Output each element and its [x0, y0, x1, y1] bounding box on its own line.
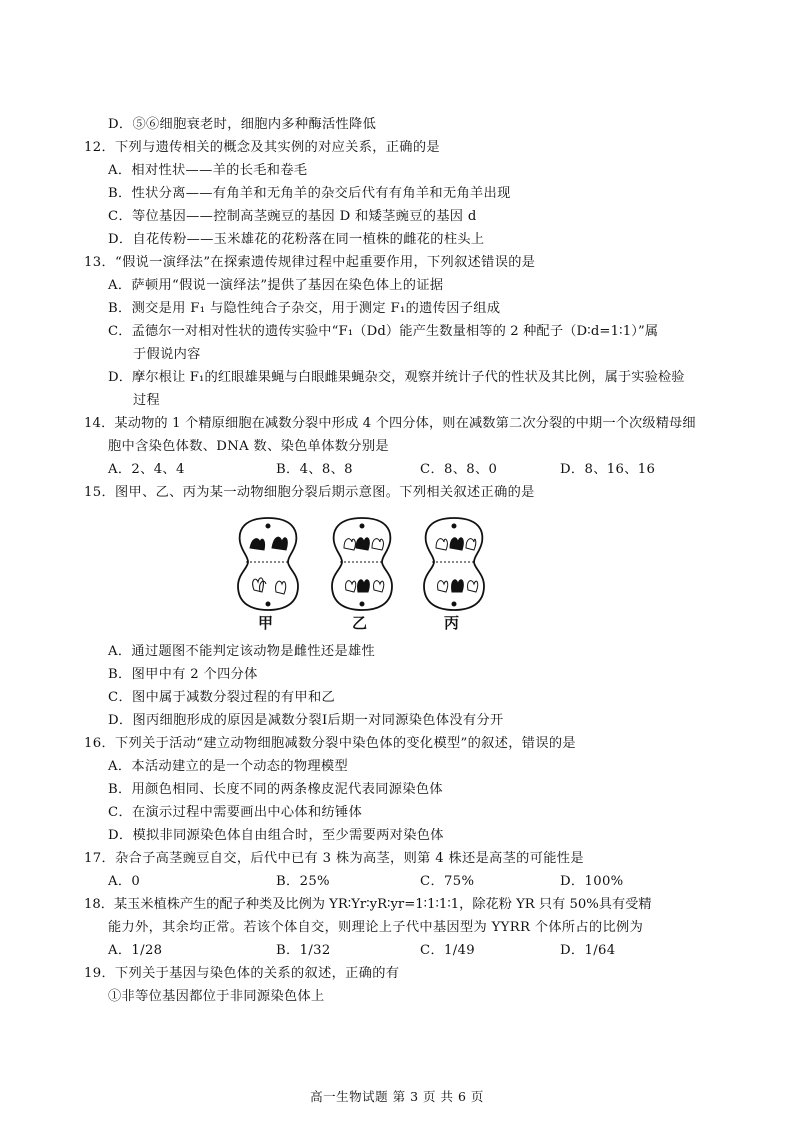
q17-options [0, 873, 794, 891]
cell-bing [424, 518, 484, 610]
label-bing: 丙 [444, 614, 460, 632]
q17-option-d: D．100% [560, 874, 624, 889]
q12-option-b: B．性状分离——有角羊和无角羊的杂交后代有有角羊和无角羊出现 [108, 186, 511, 201]
q18-option-c: C．1/49 [420, 943, 475, 958]
q18-option-d: D．1/64 [560, 943, 616, 958]
cell-yi [332, 518, 392, 610]
q14-options [0, 461, 794, 479]
cell-yi-chromosomes [344, 524, 384, 606]
q15-option-a: A．通过题图不能判定该动物是雌性还是雄性 [108, 644, 376, 659]
q18-options [0, 942, 794, 960]
q16-stem: 16．下列关于活动“建立动物细胞减数分裂中染色体的变化模型”的叙述，错误的是 [84, 736, 576, 751]
q12-option-c: C．等位基因——控制高茎豌豆的基因 D 和矮茎豌豆的基因 d [108, 209, 477, 224]
q14-option-a: A．2、4、4 [108, 462, 185, 477]
q12-stem: 12．下列与遗传相关的概念及其实例的对应关系，正确的是 [84, 140, 440, 155]
q15-stem: 15．图甲、乙、丙为某一动物细胞分裂后期示意图。下列相关叙述正确的是 [84, 485, 535, 500]
q15-option-c: C．图中属于减数分裂过程的有甲和乙 [108, 690, 336, 705]
cell-jia-chromosomes [250, 524, 287, 606]
q17-option-a: A．0 [108, 874, 141, 889]
q14-stem-line2: 胞中含染色体数、DNA 数、染色单体数分别是 [108, 439, 389, 454]
q17-option-b: B．25% [276, 874, 330, 889]
q18-option-b: B．1/32 [276, 943, 331, 958]
q13-option-b: B．测交是用 F₁ 与隐性纯合子杂交，用于测定 F₁的遗传因子组成 [108, 301, 501, 316]
q18-stem-line1: 18．某玉米植株产生的配子种类及比例为 YR∶Yr∶yR∶yr=1∶1∶1∶1，除花粉 YR 只有 50%具有受精 [84, 897, 652, 912]
q18-stem-line2: 能力外，其余均正常。若该个体自交，则理论上子代中基因型为 YYRR 个体所占的比例为 [108, 920, 644, 935]
q19-stem: 19．下列关于基因与染色体的关系的叙述，正确的有 [84, 966, 400, 981]
q16-option-a: A．本活动建立的是一个动态的物理模型 [108, 759, 349, 774]
q15-option-b: B．图甲中有 2 个四分体 [108, 667, 258, 682]
q17-stem: 17．杂合子高茎豌豆自交，后代中已有 3 株为高茎，则第 4 株还是高茎的可能性是 [84, 851, 584, 866]
page-footer: 高一生物试题 第 3 页 共 6 页 [310, 1089, 484, 1104]
q13-option-c-line2: 于假说内容 [133, 347, 201, 362]
q15-option-d: D．图丙细胞形成的原因是减数分裂Ⅰ后期一对同源染色体没有分开 [108, 713, 504, 728]
cell-division-diagram [226, 512, 496, 612]
q14-option-b: B．4、8、8 [276, 462, 353, 477]
q16-option-b: B．用颜色相同、长度不同的两条橡皮泥代表同源染色体 [108, 782, 443, 797]
q12-option-a: A．相对性状——羊的长毛和卷毛 [108, 163, 308, 178]
q17-option-c: C．75% [420, 874, 475, 889]
q13-option-a: A．萨顿用“假说一演绎法”提供了基因在染色体上的证据 [108, 278, 444, 293]
q11-option-d: D．⑤⑥细胞衰老时，细胞内多种酶活性降低 [108, 117, 377, 132]
cell-division-figure [226, 512, 496, 630]
q14-option-d: D．8、16、16 [560, 462, 656, 477]
cell-jia [238, 518, 298, 610]
q13-option-c-line1: C．孟德尔一对相对性状的遗传实验中“F₁（Dd）能产生数量相等的 2 种配子（D∶d=1∶1）”属 [108, 324, 659, 339]
q14-option-c: C．8、8、0 [420, 462, 498, 477]
q13-option-d-line1: D．摩尔根让 F₁的红眼雄果蝇与白眼雌果蝇杂交，观察并统计子代的性状及其比例，属于实验检验 [108, 370, 685, 385]
q12-option-d: D．自花传粉——玉米雄花的花粉落在同一植株的雌花的柱头上 [108, 232, 485, 247]
q13-stem: 13．“假说一演绎法”在探索遗传规律过程中起重要作用，下列叙述错误的是 [84, 255, 536, 270]
label-jia: 甲 [258, 614, 274, 632]
cell-bing-chromosomes [436, 524, 478, 606]
q16-option-d: D．模拟非同源染色体自由组合时，至少需要两对染色体 [108, 828, 444, 843]
q19-item-1: ①非等位基因都位于非同源染色体上 [108, 989, 325, 1004]
label-yi: 乙 [352, 614, 368, 632]
q16-option-c: C．在演示过程中需要画出中心体和纺锤体 [108, 805, 363, 820]
q18-option-a: A．1/28 [108, 943, 163, 958]
q14-stem-line1: 14．某动物的 1 个精原细胞在减数分裂中形成 4 个四分体，则在减数第二次分裂的中期一个次级精母细 [84, 416, 696, 431]
q13-option-d-line2: 过程 [133, 393, 161, 408]
